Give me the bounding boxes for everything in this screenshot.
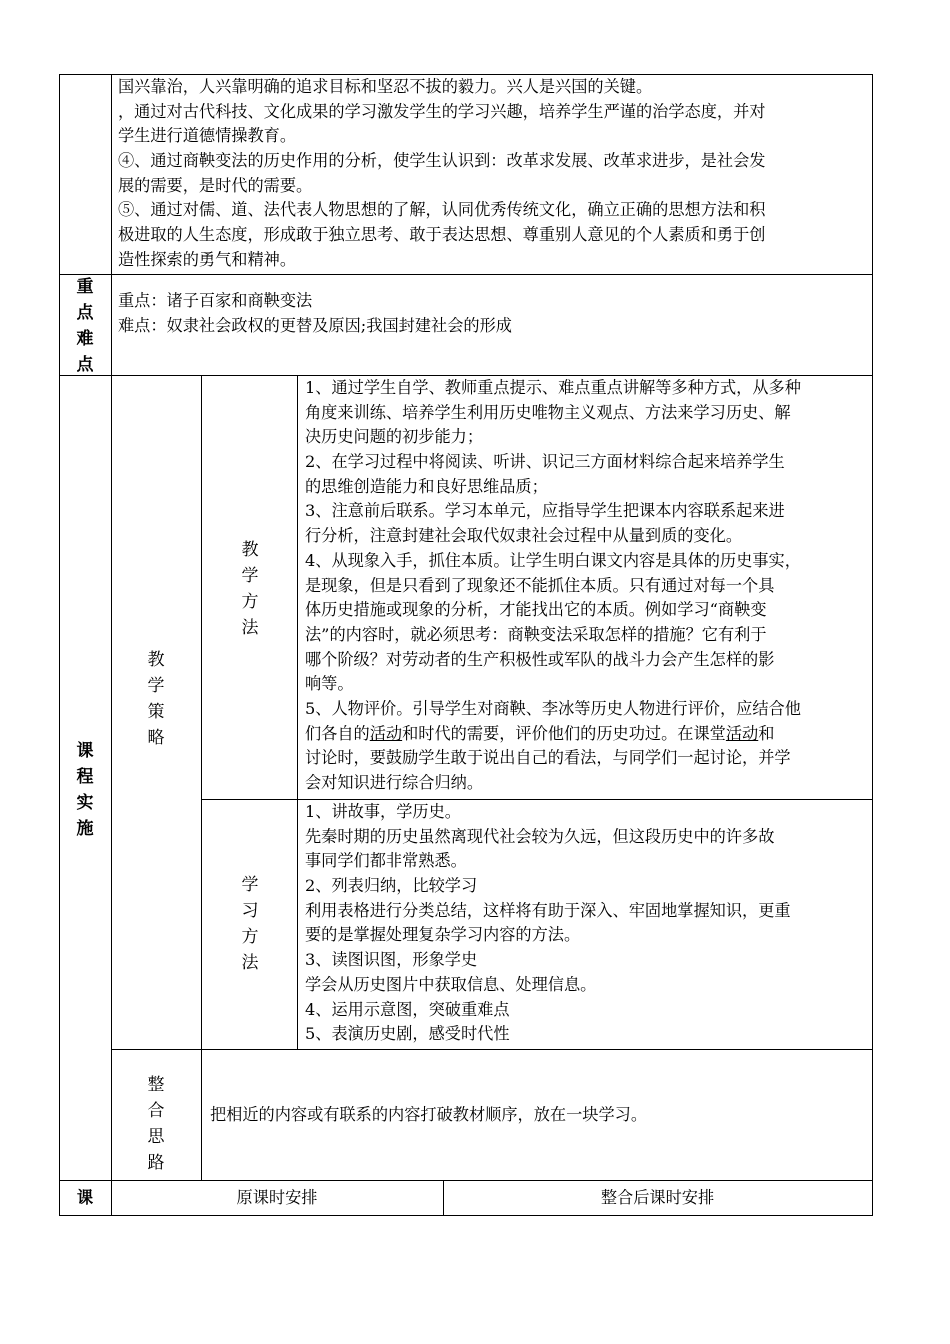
teaching-method-label: 教 学 方 法	[241, 540, 259, 638]
learning-line: 学会从历史图片中获取信息、处理信息。	[305, 974, 597, 994]
strategy-label: 教 学 策 略	[147, 650, 165, 748]
teaching-line: 的思维创造能力和良好思维品质；	[305, 476, 548, 496]
teaching-line: 角度来训练、培养学生利用历史唯物主义观点、方法来学习历史、解	[305, 402, 791, 422]
objectives-line: 极进取的人生态度，形成敢于独立思考、敢于表达思想、尊重别人意见的个人素质和勇于创	[118, 225, 766, 245]
teaching-line: 响等。	[305, 674, 354, 694]
objectives-line: 造性探索的勇气和精神。	[118, 249, 297, 269]
teaching-line: 法”的内容时，就必须思考：商鞅变法采取怎样的措施？它有利于	[305, 624, 767, 644]
objectives-line: 学生进行道德情操教育。	[118, 126, 297, 146]
teaching-line: 1、通过学生自学、教师重点提示、难点重点讲解等多种方式，从多种	[305, 378, 801, 397]
teaching-line: 2、在学习过程中将阅读、听讲、识记三方面材料综合起来培养学生	[305, 452, 785, 472]
learning-line: 5、表演历史剧，感受时代性	[305, 1024, 510, 1044]
row-divider-schedule	[59, 1180, 873, 1181]
teaching-line: 4、从现象入手，抓住本质。让学生明白课文内容是具体的历史事实，	[305, 550, 801, 570]
objectives-line: ，通过对古代科技、文化成果的学习激发学生的学习兴趣，培养学生严谨的治学态度，并对	[118, 101, 766, 121]
column-divider-method	[297, 375, 298, 1050]
objectives-text	[118, 75, 766, 273]
activity-link: 活动	[369, 723, 403, 743]
integration-text: 把相近的内容或有联系的内容打破教材顺序，放在一块学习。	[210, 1105, 648, 1124]
teaching-line: 5、人物评价。引导学生对商鞅、李冰等历史人物进行评价，应结合他	[305, 698, 801, 718]
integration-label: 整 合 思 路	[147, 1075, 165, 1173]
table-border-left	[59, 74, 60, 1216]
keypoint-line: 重点：诸子百家和商鞅变法	[118, 291, 313, 310]
learning-line: 4、运用示意图，突破重难点	[305, 999, 510, 1019]
teaching-line: 讨论时，要鼓励学生敢于说出自己的看法，与同学们一起讨论，并学	[305, 748, 791, 768]
teaching-line: 会对知识进行综合归纳。	[305, 773, 484, 792]
learning-line: 3、读图识图，形象学史	[305, 950, 478, 970]
row-divider-integration	[111, 1049, 873, 1050]
teaching-line: 决历史问题的初步能力；	[305, 427, 484, 447]
learning-line: 利用表格进行分类总结，这样将有助于深入、牢固地掌握知识，更重	[305, 900, 791, 920]
difficulty-line: 难点：奴隶社会政权的更替及原因;我国封建社会的形成	[118, 315, 512, 335]
integrated-schedule-header: 整合后课时安排	[600, 1188, 715, 1207]
objectives-line: ⑤、通过对儒、道、法代表人物思想的了解，认同优秀传统文化，确立正确的思想方法和积	[118, 200, 766, 220]
teaching-line: 3、注意前后联系。学习本单元，应指导学生把课本内容联系起来进	[305, 501, 785, 521]
teaching-method-text	[305, 376, 801, 796]
row-divider-keypoints	[59, 274, 873, 275]
keypoints-label: 重 点 难 点	[76, 277, 94, 375]
teaching-line: 们各自的活动和时代的需要，评价他们的历史功过。在课堂活动和	[305, 723, 775, 743]
column-divider-strategy	[201, 375, 202, 1181]
column-divider-label	[111, 74, 112, 1216]
learning-line: 2、列表归纳，比较学习	[305, 876, 478, 896]
keypoints-text	[118, 289, 512, 338]
objectives-line: ④、通过商鞅变法的历史作用的分析，使学生认识到：改革求发展、改革求进步，是社会发	[118, 151, 766, 171]
table-border-bottom	[59, 1215, 873, 1216]
objectives-line: 展的需要，是时代的需要。	[118, 175, 313, 195]
teaching-line: 是现象，但是只看到了现象还不能抓住本质。只有通过对每一个具	[305, 575, 775, 595]
schedule-label: 课	[76, 1188, 94, 1207]
table-border-right	[872, 74, 873, 1216]
implementation-label: 课 程 实 施	[76, 741, 94, 839]
activity-link: 活动	[725, 723, 759, 743]
original-schedule-header: 原课时安排	[236, 1188, 318, 1207]
learning-line: 事同学们都非常熟悉。	[305, 851, 467, 871]
learning-method-label: 学 习 方 法	[241, 875, 259, 973]
learning-line: 要的是掌握处理复杂学习内容的方法。	[305, 925, 581, 945]
teaching-line: 体历史措施或现象的分析，才能找出它的本质。例如学习“商鞅变	[305, 600, 767, 620]
teaching-line: 哪个阶级？对劳动者的生产积极性或军队的战斗力会产生怎样的影	[305, 649, 775, 669]
learning-method-text	[305, 800, 791, 1047]
learning-line: 1、讲故事，学历史。	[305, 802, 461, 821]
objectives-line: 国兴靠治，人兴靠明确的追求目标和坚忍不拔的毅力。兴人是兴国的关键。	[118, 77, 653, 96]
teaching-line: 行分析，注意封建社会取代奴隶社会过程中从量到质的变化。	[305, 526, 743, 546]
learning-line: 先秦时期的历史虽然离现代社会较为久远，但这段历史中的许多故	[305, 826, 775, 846]
